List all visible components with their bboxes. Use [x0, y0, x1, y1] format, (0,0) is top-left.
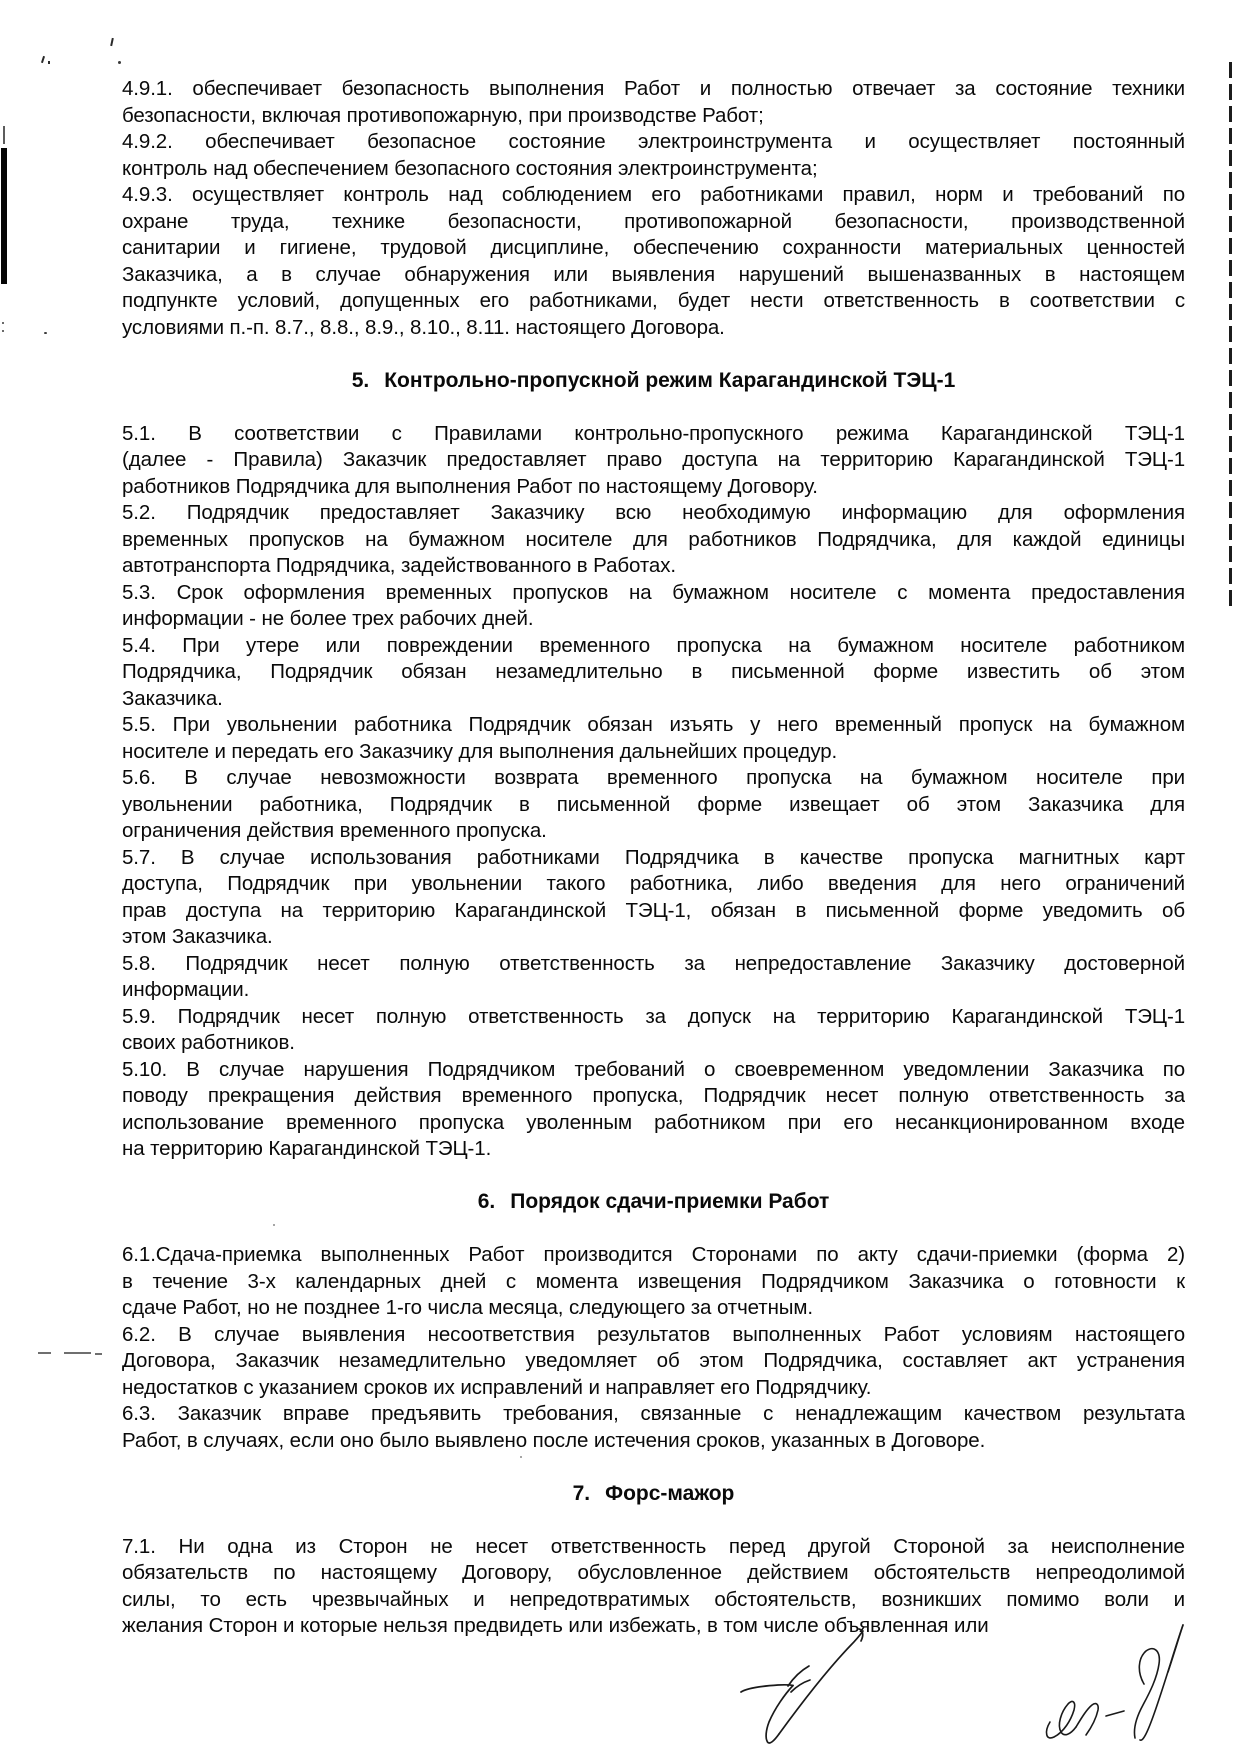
- handwritten-signature-left: [733, 1626, 878, 1754]
- section-number: 5.: [351, 368, 370, 392]
- clause-line: Заказчика.: [122, 686, 223, 710]
- clause-line: обязательств по настоящему Договору, обусловленное действием обстоятельств непреодолимой: [122, 1561, 1185, 1584]
- clause-line: 5.6. В случае невозможности возврата временного пропуска на бумажном носителе при: [122, 766, 1185, 789]
- clause-line: 6.3. Заказчик вправе предъявить требования, связанные с ненадлежащим качеством результата: [122, 1402, 1185, 1425]
- contract-clause: [122, 633, 1185, 713]
- scan-artifact-left-edge-dash: [3, 126, 5, 144]
- clause-line: Работ, в случаях, если оно было выявлено после истечения сроков, указанных в Договоре.: [122, 1428, 986, 1452]
- contract-clause: [122, 500, 1185, 580]
- contract-clause: [122, 580, 1185, 633]
- contract-clause: [122, 421, 1185, 501]
- contract-clause: [122, 1534, 1185, 1640]
- clause-line: увольнении работника, Подрядчик в письменной форме извещает об этом Заказчика для: [122, 792, 1185, 816]
- scan-artifact-right-edge-dashed-line: [1229, 62, 1232, 612]
- clause-line: санитарии и гигиене, трудовой дисциплине, обеспечению сохранности материальных ценностей: [122, 236, 1185, 259]
- clause-line: поводу прекращения действия временного пропуска, Подрядчик несет полную ответственность за: [122, 1084, 1185, 1107]
- document-body: [122, 76, 1185, 1640]
- contract-clause: [122, 1057, 1185, 1163]
- clause-line: недостатков с указанием сроков их исправлений и направляет его Подрядчику.: [122, 1375, 872, 1399]
- clause-line: контроль над обеспечением безопасного состояния электроинструмента;: [122, 156, 818, 180]
- contract-clause: [122, 76, 1185, 129]
- handwritten-signature-right: [1040, 1622, 1200, 1752]
- scan-artifact-tick: [48, 61, 50, 64]
- clause-line: охране труда, технике безопасности, противопожарной безопасности, производственной: [122, 209, 1185, 233]
- scan-artifact-margin-dash: [95, 1353, 102, 1355]
- contract-clause: [122, 1242, 1185, 1322]
- clause-line: носителе и передать его Заказчику для выполнения дальнейших процедур.: [122, 739, 838, 763]
- contract-clause: [122, 951, 1185, 1004]
- clause-line: прав доступа на территорию Карагандинской ТЭЦ-1, обязан в письменной форме уведомить об: [122, 898, 1185, 922]
- clause-line: своих работников.: [122, 1031, 295, 1054]
- clause-line: (далее - Правила) Заказчик предоставляет право доступа на территорию Карагандинской ТЭЦ-1: [122, 448, 1185, 471]
- scan-artifact-left-edge-bar: [1, 148, 7, 284]
- clause-line: 5.10. В случае нарушения Подрядчиком требований о своевременном уведомлении Заказчика по: [122, 1057, 1185, 1081]
- scan-artifact-speck: [44, 332, 47, 334]
- scan-artifact-tick: [110, 38, 114, 46]
- clause-line: в течение 3-х календарных дней с момента извещения Подрядчиком Заказчика о готовности к: [122, 1269, 1185, 1293]
- clause-line: этом Заказчика.: [122, 925, 273, 948]
- clause-line: временных пропусков на бумажном носителе для работников Подрядчика, для каждой единицы: [122, 527, 1185, 551]
- section-heading: [122, 368, 1185, 395]
- section-number: 7.: [572, 1481, 591, 1505]
- section-heading: [122, 1481, 1185, 1508]
- clause-line: 5.8. Подрядчик несет полную ответственность за непредоставление Заказчику достоверной: [122, 951, 1185, 975]
- clause-line: 5.4. При утере или повреждении временного пропуска на бумажном носителе работником: [122, 633, 1185, 657]
- clause-line: 5.9. Подрядчик несет полную ответственность за допуск на территорию Карагандинской ТЭЦ-1: [122, 1004, 1185, 1028]
- clause-line: желания Сторон и которые нельзя предвидеть или избежать, в том числе объявленная или: [122, 1614, 989, 1637]
- clause-line: Подрядчика, Подрядчик обязан незамедлительно в письменной форме известить об этом: [122, 660, 1185, 683]
- clause-line: 5.2. Подрядчик предоставляет Заказчику всю необходимую информацию для оформления: [122, 501, 1185, 524]
- clause-line: 4.9.3. осуществляет контроль над соблюдением его работниками правил, норм и требований по: [122, 183, 1185, 206]
- scan-artifact-margin-dash: [64, 1352, 91, 1354]
- clause-line: 5.3. Срок оформления временных пропусков на бумажном носителе с момента предоставления: [122, 580, 1185, 604]
- contract-clause: [122, 1004, 1185, 1057]
- scan-artifact-speck: [2, 322, 4, 324]
- scan-artifact-speck: [118, 61, 121, 64]
- clause-line: информации.: [122, 978, 250, 1001]
- clause-line: 5.5. При увольнении работника Подрядчик обязан изъять у него временный пропуск на бумажном: [122, 713, 1185, 736]
- section-title: Форс-мажор: [605, 1481, 735, 1505]
- clause-line: 5.7. В случае использования работниками Подрядчика в качестве пропуска магнитных карт: [122, 845, 1185, 869]
- contract-clause: [122, 1322, 1185, 1402]
- contract-clause: [122, 845, 1185, 951]
- contract-clause: [122, 129, 1185, 182]
- contract-clause: [122, 1401, 1185, 1454]
- section-heading: [122, 1189, 1185, 1216]
- clause-line: 6.2. В случае выявления несоответствия результатов выполненных Работ условиям настоящего: [122, 1322, 1185, 1346]
- clause-line: Заказчика, а в случае обнаружения или выявления нарушений вышеназванных в настоящем: [122, 262, 1185, 286]
- clause-line: использование временного пропуска уволенным работником при его несанкционированном входе: [122, 1110, 1185, 1134]
- contract-clause: [122, 712, 1185, 765]
- clause-line: сдаче Работ, но не позднее 1-го числа месяца, следующего за отчетным.: [122, 1296, 814, 1319]
- section-title: Порядок сдачи-приемки Работ: [510, 1190, 830, 1213]
- scan-artifact-tick: [41, 56, 45, 63]
- clause-line: Договора, Заказчик незамедлительно уведомляет об этом Подрядчика, составляет акт устранения: [122, 1349, 1185, 1372]
- clause-line: подпункте условий, допущенных его работниками, будет нести ответственность в соответствии с: [122, 289, 1185, 312]
- clause-line: 6.1.Сдача-приемка выполненных Работ производится Сторонами по акту сдачи-приемки (форма 2): [122, 1243, 1185, 1266]
- clause-line: 5.1. В соответствии с Правилами контрольно-пропускного режима Карагандинской ТЭЦ-1: [122, 421, 1185, 445]
- clause-line: 7.1. Ни одна из Сторон не несет ответственность перед другой Стороной за неисполнение: [122, 1534, 1185, 1558]
- contract-clause: [122, 182, 1185, 341]
- clause-line: информации - не более трех рабочих дней.: [122, 607, 534, 630]
- clause-line: 4.9.2. обеспечивает безопасное состояние электроинструмента и осуществляет постоянный: [122, 130, 1185, 153]
- clause-line: автотранспорта Подрядчика, задействованного в Работах.: [122, 554, 676, 577]
- scan-artifact-margin-dash: [38, 1352, 51, 1354]
- section-title: Контрольно-пропускной режим Карагандинской ТЭЦ-1: [384, 368, 956, 392]
- clause-line: 4.9.1. обеспечивает безопасность выполнения Работ и полностью отвечает за состояние техники: [122, 77, 1185, 100]
- clause-line: силы, то есть чрезвычайных и непредотвратимых обстоятельств, возникших помимо воли и: [122, 1587, 1185, 1611]
- clause-line: доступа, Подрядчик при увольнении такого работника, либо введения для него ограничений: [122, 872, 1185, 895]
- clause-line: ограничения действия временного пропуска.: [122, 819, 547, 842]
- scan-artifact-speck: [2, 330, 4, 332]
- clause-line: условиями п.-п. 8.7., 8.8., 8.9., 8.10., 8.11. настоящего Договора.: [122, 315, 725, 339]
- clause-line: работников Подрядчика для выполнения Работ по настоящему Договору.: [122, 474, 818, 498]
- section-number: 6.: [477, 1190, 496, 1213]
- contract-clause: [122, 765, 1185, 845]
- clause-line: безопасности, включая противопожарную, при производстве Работ;: [122, 103, 764, 127]
- clause-line: на территорию Карагандинской ТЭЦ-1.: [122, 1137, 492, 1160]
